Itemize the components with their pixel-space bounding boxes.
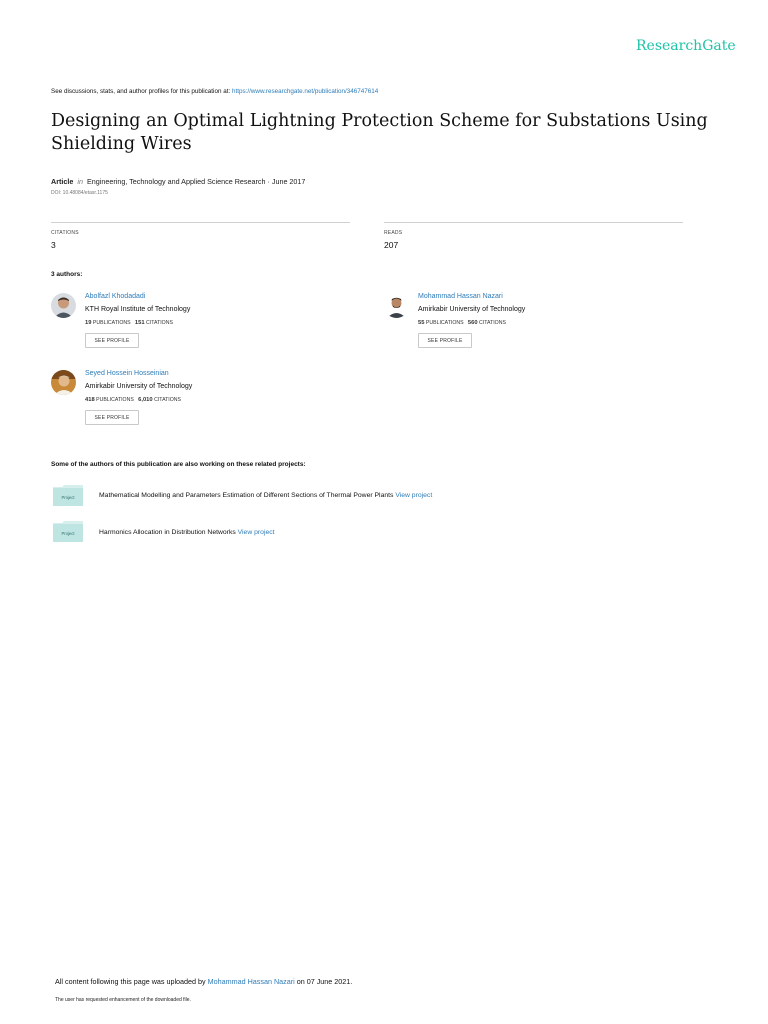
- project-title: Mathematical Modelling and Parameters Estimation of Different Sections of Thermal Power Plants: [99, 492, 396, 499]
- citations-label: CITATIONS: [51, 230, 79, 236]
- reads-value: 207: [384, 240, 399, 250]
- author-citations-count: 6,010: [138, 397, 153, 403]
- publication-venue: Engineering, Technology and Applied Science Research · June 2017: [86, 177, 306, 186]
- reads-divider: [384, 222, 683, 223]
- author-citations-count: 151: [134, 320, 145, 326]
- author-stats: [418, 320, 506, 326]
- publication-doi: DOI: 10.48084/etasr.1175: [51, 190, 108, 196]
- avatar[interactable]: [51, 293, 76, 318]
- project-title: Harmonics Allocation in Distribution Networks: [99, 529, 238, 536]
- author-publications-count: 55: [418, 320, 425, 326]
- citations-label: CITATIONS: [479, 320, 506, 326]
- project-entry: [99, 492, 432, 499]
- author-card: [51, 293, 351, 363]
- publication-meta: [51, 177, 305, 186]
- discussion-prefix: See discussions, stats, and author profiles for this publication at:: [51, 88, 232, 95]
- project-folder-icon: [53, 521, 83, 542]
- citations-label: CITATIONS: [154, 397, 181, 403]
- related-projects-heading: Some of the authors of this publication are also working on these related projects:: [51, 461, 306, 468]
- author-name-link[interactable]: Abolfazl Khodadadi: [85, 293, 146, 300]
- reads-label: READS: [384, 230, 403, 236]
- project-icon-label: Project: [61, 531, 75, 536]
- uploader-link[interactable]: Mohammad Hassan Nazari: [207, 977, 295, 986]
- project-item: [53, 485, 83, 511]
- citations-label: CITATIONS: [146, 320, 173, 326]
- author-institution: Amirkabir University of Technology: [85, 383, 193, 390]
- discussion-line: [51, 88, 378, 95]
- author-citations-count: 560: [467, 320, 478, 326]
- see-profile-button[interactable]: SEE PROFILE: [418, 333, 472, 348]
- avatar[interactable]: [51, 370, 76, 395]
- author-name-link[interactable]: Seyed Hossein Hosseinian: [85, 370, 169, 377]
- author-card: [384, 293, 684, 363]
- author-publications-count: 19: [85, 320, 92, 326]
- citations-divider: [51, 222, 350, 223]
- see-profile-button[interactable]: SEE PROFILE: [85, 333, 139, 348]
- see-profile-button[interactable]: SEE PROFILE: [85, 410, 139, 425]
- project-item: [53, 521, 83, 547]
- author-name-link[interactable]: Mohammad Hassan Nazari: [418, 293, 503, 300]
- publication-title: Designing an Optimal Lightning Protection Scheme for Substations Using Shielding Wires: [51, 111, 708, 154]
- author-stats: [85, 320, 173, 326]
- upload-notice: [55, 977, 352, 986]
- in-word: in: [77, 177, 83, 186]
- publication-type: Article: [51, 177, 74, 186]
- publications-label: PUBLICATIONS: [425, 320, 464, 326]
- upload-prefix: All content following this page was uploaded by: [55, 977, 208, 986]
- researchgate-logo[interactable]: ResearchGate: [636, 38, 736, 54]
- enhancement-note: The user has requested enhancement of the downloaded file.: [55, 997, 191, 1003]
- avatar[interactable]: [384, 293, 409, 318]
- project-entry: [99, 529, 275, 536]
- author-publications-count: 418: [85, 397, 95, 403]
- publications-label: PUBLICATIONS: [96, 397, 134, 403]
- upload-suffix: on 07 June 2021.: [294, 977, 353, 986]
- author-stats: [85, 397, 181, 403]
- view-project-link[interactable]: View project: [395, 492, 433, 499]
- author-institution: KTH Royal Institute of Technology: [85, 306, 191, 313]
- view-project-link[interactable]: View project: [237, 529, 275, 536]
- project-icon-label: Project: [61, 495, 75, 500]
- author-card: [51, 370, 351, 440]
- authors-heading: 3 authors:: [51, 271, 83, 278]
- project-folder-icon: [53, 485, 83, 506]
- author-institution: Amirkabir University of Technology: [418, 306, 526, 313]
- publication-url-link[interactable]: https://www.researchgate.net/publication/346747614: [231, 88, 379, 95]
- citations-value: 3: [51, 240, 56, 250]
- publications-label: PUBLICATIONS: [92, 320, 131, 326]
